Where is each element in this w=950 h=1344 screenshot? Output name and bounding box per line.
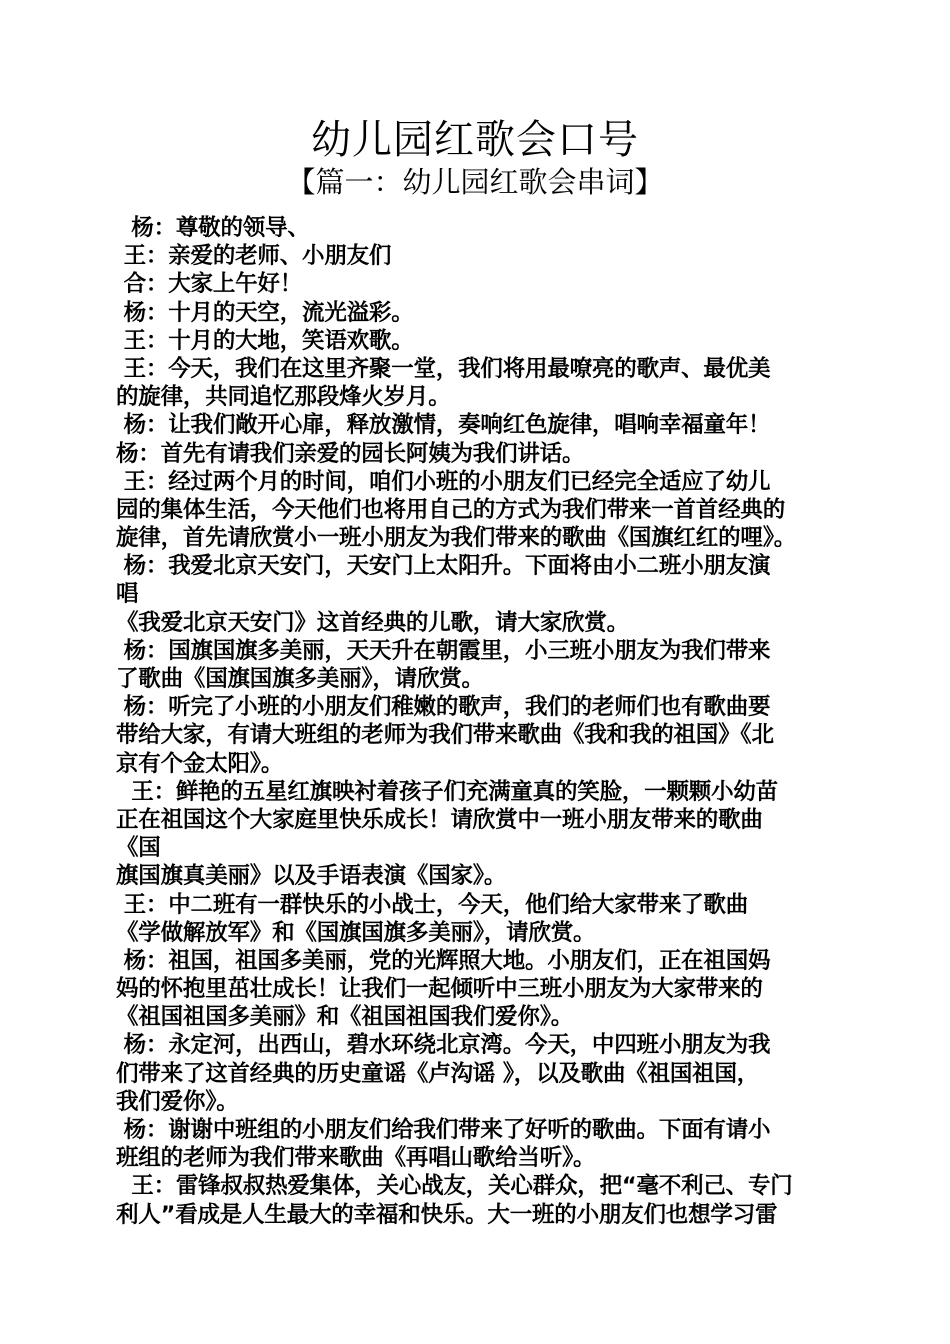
text-line: 了歌曲《国旗国旗多美丽》，请欣赏。 <box>116 666 484 692</box>
text-line: 杨：尊敬的领导、 <box>116 215 310 241</box>
text-line: 合：大家上午好！ <box>116 271 303 298</box>
text-line: 杨：祖国，祖国多美丽，党的光辉照大地。小朋友们，正在祖国妈 <box>116 947 771 974</box>
text-line: 杨：永定河，出西山，碧水环绕北京湾。今天，中四班小朋友为我 <box>116 1032 771 1059</box>
text-line: 杨：国旗国旗多美丽，天天升在朝霞里，小三班小朋友为我们带来 <box>116 637 771 664</box>
text-line: 杨：我爱北京天安门，天安门上太阳升。下面将由小二班小朋友演 <box>116 553 771 580</box>
text-line: 杨：十月的天空，流光溢彩。 <box>116 299 414 326</box>
text-line: 的旋律，共同追忆那段烽火岁月。 <box>116 384 451 411</box>
text-line: 妈的怀抱里茁壮成长！让我们一起倾听中三班小朋友为大家带来的 <box>116 976 763 1003</box>
text-line: 我们爱你》。 <box>116 1088 239 1115</box>
page-subtitle: 【篇一：幼儿园红歌会串词】 <box>286 165 664 199</box>
text-line: 园的集体生活，今天他们也将用自己的方式为我们带来一首首经典的 <box>116 496 786 523</box>
text-line: 王：十月的大地，笑语欢歌。 <box>116 327 414 354</box>
text-line: 王：亲爱的老师、小朋友们 <box>116 243 392 270</box>
text-line: 《学做解放军》和《国旗国旗多美丽》，请欣赏。 <box>116 919 596 946</box>
text-line: 正在祖国这个大家庭里快乐成长！请欣赏中一班小朋友带来的歌曲 <box>116 806 763 833</box>
text-line: 杨：听完了小班的小朋友们稚嫩的歌声，我们的老师们也有歌曲要 <box>116 694 771 721</box>
text-line: 王：今天，我们在这里齐聚一堂，我们将用最嘹亮的歌声、最优美 <box>116 355 771 382</box>
text-line: 《我爱北京天安门》这首经典的儿歌，请大家欣赏。 <box>116 609 629 636</box>
text-line: 王：鲜艳的五星红旗映衬着孩子们充满童真的笑脸，一颗颗小幼苗 <box>116 778 778 805</box>
text-line: 唱 <box>116 581 139 608</box>
text-line: 旗国旗真美丽》以及手语表演《国家》。 <box>116 863 507 890</box>
script-body <box>116 214 896 1229</box>
text-line: 王：经过两个月的时间，咱们小班的小朋友们已经完全适应了幼儿 <box>116 468 771 495</box>
text-line: 王：中二班有一群快乐的小战士，今天，他们给大家带来了歌曲 <box>116 891 749 918</box>
page-title: 幼儿园红歌会口号 <box>311 117 639 163</box>
text-line: 杨：让我们敞开心扉，释放激情，奏响红色旋律，唱响幸福童年！ <box>116 412 771 439</box>
text-line: 杨：谢谢中班组的小朋友们给我们带来了好听的歌曲。下面有请小 <box>116 1117 771 1143</box>
text-line: 们带来了这首经典的历史童谣《卢沟谣 》，以及歌曲《祖国祖国， <box>116 1060 760 1087</box>
text-line: 《国 <box>116 835 161 862</box>
text-line: 旋律，首先请欣赏小一班小朋友为我们带来的歌曲《国旗红红的哩》。 <box>116 525 797 552</box>
text-line: 带给大家，有请大班组的老师为我们带来歌曲《我和我的祖国》《北 <box>116 722 774 749</box>
text-line: 《祖国祖国多美丽》和《祖国祖国我们爱你》。 <box>116 1004 574 1031</box>
text-line: 班组的老师为我们带来歌曲《再唱山歌给当听》。 <box>116 1145 596 1172</box>
text-line: 杨：首先有请我们亲爱的园长阿姨为我们讲话。 <box>116 440 585 467</box>
text-line: 利人”看成是人生最大的幸福和快乐。大一班的小朋友们也想学习雷 <box>116 1201 778 1228</box>
text-line: 京有个金太阳》。 <box>116 750 284 777</box>
text-line: 王：雷锋叔叔热爱集体，关心战友，关心群众，把“毫不利己、专门 <box>116 1173 793 1200</box>
